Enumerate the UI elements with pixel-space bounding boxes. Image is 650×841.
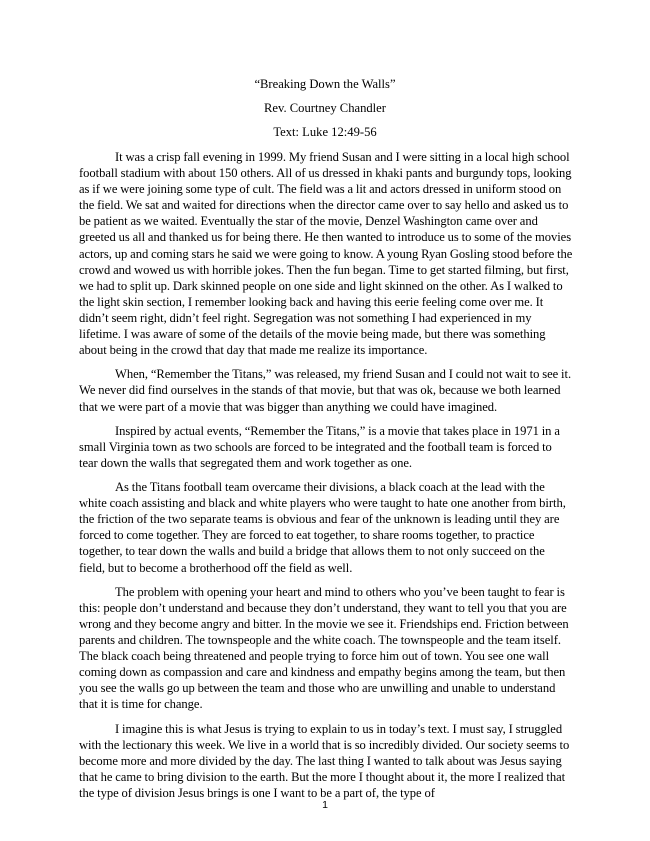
paragraph: It was a crisp fall evening in 1999. My friend Susan and I were sitting in a local high school football stadium with about 150 others. All of us dressed in khaki pants and burgundy tops, looking as if we were joining some type of cult. The field was a lit and actors dressed in uniform stood on the field. We sat and waited for directions when the director came over to say hello and asked us to be patient as we waited. Eventually the star of the movie, Denzel Washington came over and greeted us all and thanked us for being there. He then wanted to introduce us to some of the movies actors, up and coming stars he said we were going to know. A young Ryan Gosling stood before the crowd and wowed us with horrible jokes. Then the fun began. Time to get started filming, but first, we had to split up. Dark skinned people on one side and light skinned on the other. As I walked to the light skin section, I remember looking back and having this eerie feeling come over me. It didn’t seem right, didn’t feel right. Segregation was not something I had experienced in my lifetime. I was aware of some of the details of the movie being made, but there was something about being in the crowd that day that made me realize its importance. — [79, 150, 573, 358]
paragraph: The problem with opening your heart and mind to others who you’ve been taught to fear is this: people don’t understand and because they don’t understand, they want to tell you that you are wrong and they become angry and bitter. In the movie we see it. Friendships end. Friction between parents and children. The townspeople and the white coach. The townspeople and the team itself. The black coach being threatened and people trying to force him out of town. You see one wall coming down as compassion and care and kindness and empathy begins among the team, but then you see the walls go up between the team and those who are unwilling and unable to understand that it is time for change. — [79, 584, 569, 712]
sermon-author: Rev. Courtney Chandler — [264, 101, 386, 115]
paragraph: When, “Remember the Titans,” was released, my friend Susan and I could not wait to see it. We never did find ourselves in the stands of that movie, but that was ok, because we both learned that we were part of a movie that was bigger than anything we could have imagined. — [79, 367, 572, 414]
paragraph: I imagine this is what Jesus is trying to explain to us in today’s text. I must say, I struggled with the lectionary this week. We live in a world that is so incredibly divided. Our society seems to become more and more divided by the day. The last thing I wanted to talk about was Jesus saying that he came to bring division to the earth. But the more I thought about it, the more I realized that the type of division Jesus brings is one I want to be a part of, the type of — [79, 721, 570, 800]
paragraph: As the Titans football team overcame their divisions, a black coach at the lead with the white coach assisting and black and white players who were taught to hate one another from birth, the friction of the two separate teams is obvious and fear of the unknown is leading until they are forced to come together. They are forced to eat together, to share rooms together, to practice together, to tear down the walls and build a bridge that allows them to not only succeed on the field, but to become a brotherhood off the field as well. — [79, 480, 566, 575]
sermon-title: “Breaking Down the Walls” — [254, 77, 396, 91]
scripture-reference: Text: Luke 12:49-56 — [273, 125, 377, 139]
page-number: 1 — [322, 799, 328, 811]
paragraph: Inspired by actual events, “Remember the Titans,” is a movie that takes place in 1971 in a small Virginia town as two schools are forced to be integrated and the football team is forced to tear down the walls that segregated them and work together as one. — [79, 423, 560, 470]
sermon-body — [79, 149, 573, 809]
